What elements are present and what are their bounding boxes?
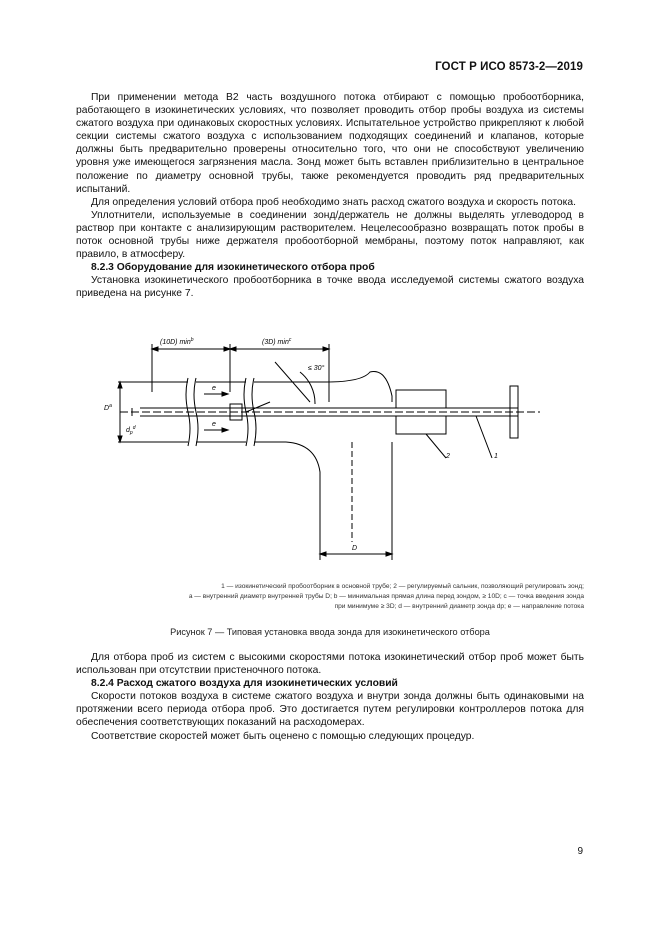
paragraph-flow-equality: Скорости потоков воздуха в системе сжатого воздуха и внутри зонда должны быть одинаковыми на протяжении всего периода отбора проб. Это достигается путем регулировки контроллеров потока для обеспечения соответствующих показаний на расходомерах. (76, 691, 584, 729)
flow-label-bottom: e (212, 421, 216, 428)
body-text-top (76, 91, 584, 301)
figure-7-diagram (100, 332, 540, 567)
probe-angle-line (246, 402, 270, 412)
gland-bottom (396, 416, 446, 434)
paragraph-installation: Установка изокинетического пробоотборника в точке ввода исследуемой системы сжатого воздуха приведена на рисунке 7. (76, 275, 584, 300)
elbow-outer (326, 372, 392, 403)
paragraph-procedures: Соответствие скоростей может быть оценено с помощью следующих процедур. (91, 730, 475, 742)
document-header: ГОСТ Р ИСО 8573-2—2019 (435, 61, 583, 73)
dim-arrow (320, 552, 326, 556)
label-D: $D^a$ (104, 403, 112, 412)
dim-arrow (118, 436, 122, 442)
dim-arrow (323, 347, 329, 351)
figure-legend (76, 582, 584, 612)
legend-line: a — внутренний диаметр внутренней трубы D; b — минимальная прямая длина перед зондом, ≥ 10D; c — точка введения зонда (188, 593, 584, 600)
page-number: 9 (577, 846, 583, 857)
dim-arrow (386, 552, 392, 556)
legend-line: 1 — изокинетический пробоотборник в основной трубе; 2 — регулируемый сальник, позволяющий регулировать зонд; (221, 583, 584, 590)
body-text-bottom (76, 651, 584, 743)
dim-arrow (152, 347, 158, 351)
label-dp: $d_p^d$ (126, 425, 136, 436)
bottom-D-label: D (352, 545, 358, 552)
dim-3d-label: (3D) $\min^c$ (262, 337, 292, 346)
dim-arrow (118, 382, 122, 388)
paragraph-method-b2: При применении метода В2 часть воздушного потока отбирают с помощью пробоотборника, работающего в изокинетических условиях, что позволяет проводить отбор пробы воздуха из системы сжатого воздуха при одинаковых скоростных условиях. Испытательное устройство прикрепляют к любой секции системы сжатого воздуха с использованием подходящих соединений и клапанов, которые должны быть предварительно проверены относительно того, что они не способствуют увеличению уровня уже имеющегося загрязнения масла. Зонд может быть вставлен приблизительно в центральное положение по диаметру основной трубы, также рекомендуется проводить ряд предварительных испытаний. (76, 92, 584, 195)
paragraph-high-velocity: Для отбора проб из систем с высокими скоростями потока изокинетический отбор проб может быть использован при отсутствии пристеночного потока. (76, 652, 584, 677)
flow-arrowhead (222, 428, 228, 432)
section-heading-8-2-4: 8.2.4 Расход сжатого воздуха для изокинетических условий (91, 678, 398, 690)
figure-caption: Рисунок 7 — Типовая установка ввода зонда для изокинетического отбора (170, 627, 490, 637)
legend-line: при минимуме ≥ 3D; d — внутренний диаметр зонда dp; e — направление потока (334, 603, 584, 610)
dim-10d-label: (10D) $\min^b$ (160, 337, 194, 346)
probe-installation-drawing (100, 332, 540, 567)
flow-label-top: e (212, 385, 216, 392)
part-number-2: 2 (446, 453, 450, 460)
gland-top (396, 390, 446, 408)
paragraph-sampling-conditions: Для определения условий отбора проб необходимо знать расход сжатого воздуха и скорость потока. (91, 196, 576, 208)
flow-arrowhead (222, 392, 228, 396)
paragraph-seals: Уплотнители, используемые в соединении зонд/держатель не должны выделять углеводород в раствор при контакте с анализирующим растворителем. Нецелесообразно возвращать поток пробы в поток основной трубы ниже держателя пробоотборной мембраны, поэтому поток направляют, как правило, в атмосферу. (76, 209, 584, 261)
part-number-1: 1 (494, 453, 498, 460)
angle-label: ≤ 30° (308, 365, 325, 372)
elbow-inner (286, 442, 320, 542)
leader-2 (426, 434, 446, 458)
leader-1 (476, 416, 492, 458)
section-heading-8-2-3: 8.2.3 Оборудование для изокинетического отбора проб (91, 262, 375, 274)
dim-arrow (230, 347, 236, 351)
